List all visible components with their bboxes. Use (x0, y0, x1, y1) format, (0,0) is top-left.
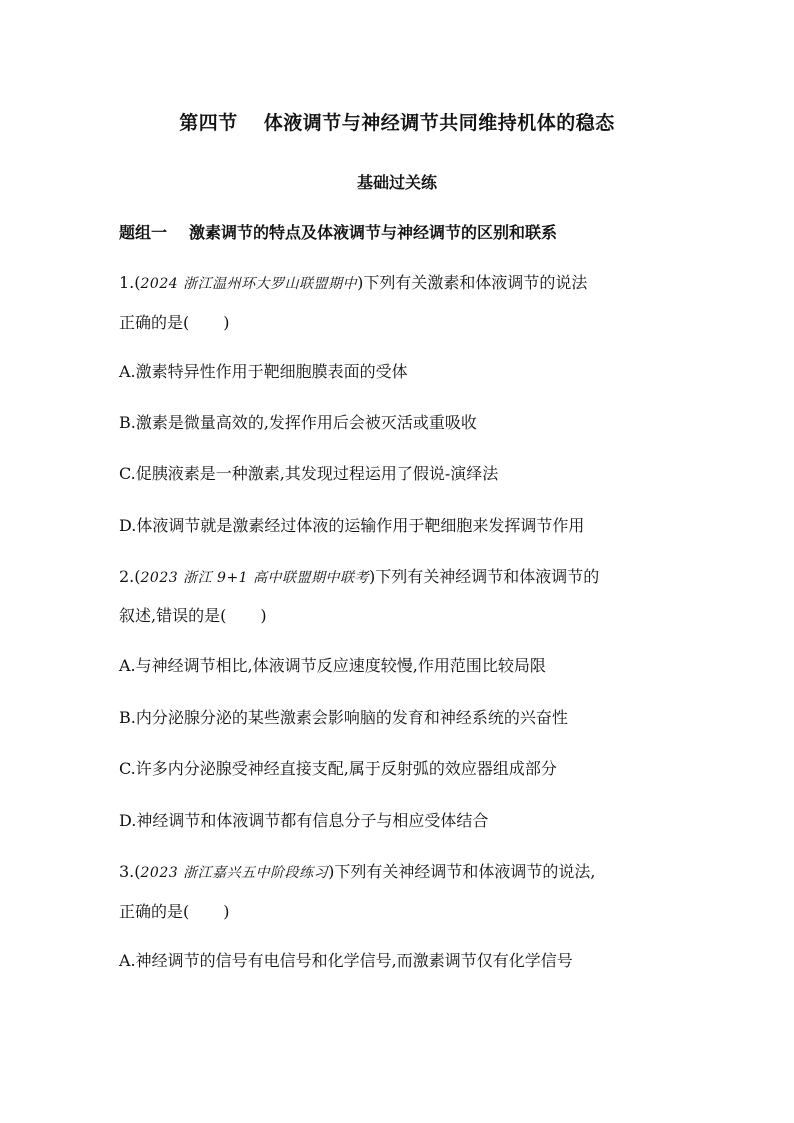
question-1-stem: 1.(2024 浙江温州环大罗山联盟期中)下列有关激素和体液调节的说法 (119, 273, 588, 292)
group-label: 题组一 (119, 223, 168, 242)
question-2-option-b: B.内分泌腺分泌的某些激素会影响脑的发育和神经系统的兴奋性 (119, 708, 568, 727)
question-2-option-d: D.神经调节和体液调节都有信息分子与相应受体结合 (119, 811, 489, 830)
section-title (0, 108, 794, 135)
group-text: 激素调节的特点及体液调节与神经调节的区别和联系 (189, 223, 558, 242)
question-group-heading (119, 220, 557, 243)
question-2-option-a: A.与神经调节相比,体液调节反应速度较慢,作用范围比较局限 (119, 656, 546, 675)
question-3-stem: 3.(2023 浙江嘉兴五中阶段练习)下列有关神经调节和体液调节的说法, (119, 862, 596, 881)
section-number: 第四节 (179, 112, 238, 134)
question-1-option-d: D.体液调节就是激素经过体液的运输作用于靶细胞来发挥调节作用 (119, 516, 585, 535)
question-1-option-a: A.激素特异性作用于靶细胞膜表面的受体 (119, 362, 408, 381)
question-3-stem-cont: 正确的是( ) (119, 902, 230, 921)
section-title-text: 体液调节与神经调节共同维持机体的稳态 (263, 112, 615, 134)
question-3-option-a: A.神经调节的信号有电信号和化学信号,而激素调节仅有化学信号 (119, 951, 573, 970)
question-3-source: 2023 浙江嘉兴五中阶段练习 (140, 865, 329, 881)
question-1-source: 2024 浙江温州环大罗山联盟期中 (140, 276, 358, 292)
question-2-stem: 2.(2023 浙江 9+1 高中联盟期中联考)下列有关神经调节和体液调节的 (119, 567, 600, 586)
subtitle: 基础过关练 (356, 173, 437, 192)
question-1-option-c: C.促胰液素是一种激素,其发现过程运用了假说-演绎法 (119, 464, 499, 483)
question-1-stem-cont: 正确的是( ) (119, 313, 230, 332)
question-2-stem-cont: 叙述,错误的是( ) (119, 606, 267, 625)
question-2-option-c: C.许多内分泌腺受神经直接支配,属于反射弧的效应器组成部分 (119, 759, 557, 778)
question-2-source: 2023 浙江 9+1 高中联盟期中联考 (140, 570, 370, 586)
question-1-option-b: B.激素是微量高效的,发挥作用后会被灭活或重吸收 (119, 413, 477, 432)
